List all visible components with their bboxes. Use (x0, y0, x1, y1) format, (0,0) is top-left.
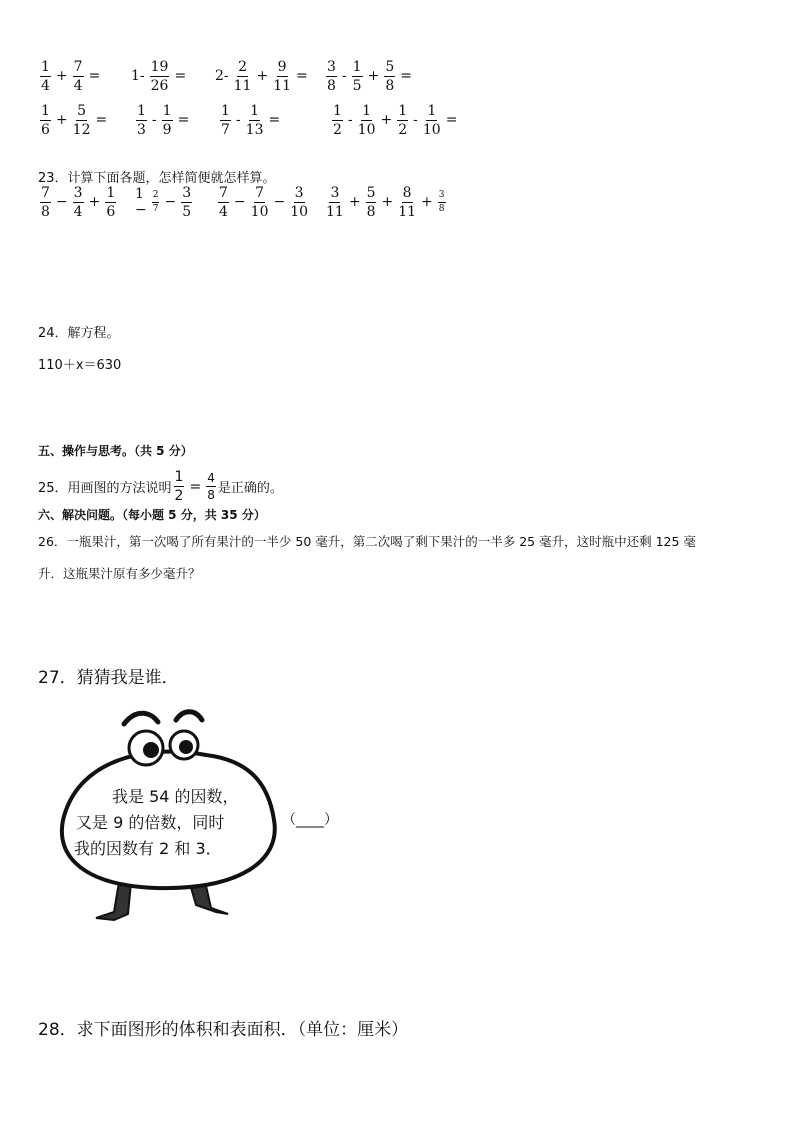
fraction (40, 186, 51, 219)
equation: 110＋x＝630 (38, 358, 122, 373)
row3-expr (132, 186, 194, 219)
numerator: 7 (255, 184, 265, 201)
numerator: 9 (277, 58, 287, 75)
numerator: 1 (162, 102, 172, 119)
fraction (40, 60, 51, 93)
fraction (234, 60, 252, 93)
denominator: 12 (72, 121, 91, 138)
denominator: 4 (73, 77, 83, 94)
numerator: 3 (294, 184, 304, 201)
fraction (384, 60, 395, 93)
denominator: 2 (333, 121, 342, 138)
row2-expr (330, 104, 460, 137)
q25-equals: = (189, 478, 202, 495)
operator: + (421, 194, 433, 210)
denominator: 10 (290, 203, 309, 220)
fraction (326, 60, 337, 93)
denominator: 9 (162, 121, 172, 138)
operator: − (233, 194, 246, 210)
numerator: 1 (137, 102, 146, 119)
numerator: 1 (427, 102, 437, 119)
numerator: 4 (207, 471, 215, 485)
denominator: 10 (250, 203, 269, 220)
denominator: 8 (366, 203, 376, 220)
question-24: 24．解方程。 (38, 326, 120, 341)
denominator: 7 (221, 121, 230, 138)
operator: + (55, 68, 68, 84)
operator: + (381, 194, 394, 210)
denominator: 6 (41, 121, 50, 138)
denominator: 10 (422, 121, 441, 138)
section-5-heading: 五、操作与思考。（共 5 分） (38, 444, 193, 458)
fraction (326, 186, 344, 219)
row3-expr (216, 186, 310, 219)
q25-fraction-right (206, 472, 216, 501)
fraction (218, 186, 229, 219)
fraction (398, 186, 416, 219)
fraction (152, 191, 160, 214)
operator: = (268, 112, 281, 128)
fraction (73, 104, 91, 137)
question-28: 28．求下面图形的体积和表面积．（单位：厘米） (38, 1020, 409, 1040)
denominator: 2 (174, 488, 184, 504)
fraction (366, 186, 377, 219)
question-26-line2: 升．这瓶果汁原有多少毫升？ (38, 566, 201, 581)
denominator: 2 (398, 121, 408, 138)
row2-expr (38, 104, 110, 137)
row1-expr (212, 60, 311, 93)
denominator: 4 (73, 203, 83, 220)
question-27: 27．猜猜我是谁． (38, 668, 179, 688)
operator: = (177, 112, 190, 128)
fraction (162, 104, 173, 137)
operator: = (296, 68, 308, 84)
denominator: 4 (219, 203, 228, 220)
operator: - (341, 68, 347, 84)
numerator: 3 (182, 184, 192, 201)
numerator: 5 (366, 184, 376, 201)
row1-expr (38, 60, 103, 93)
operator: − (164, 194, 177, 210)
question-23: 23．计算下面各题，怎样简便就怎样算。 (38, 171, 276, 186)
denominator: 5 (352, 77, 362, 94)
fraction (220, 104, 231, 137)
bubble-line-2: 又是 9 的倍数，同时 (76, 813, 225, 832)
section-6-heading: 六、解决问题。（每小题 5 分，共 35 分） (38, 508, 266, 522)
operator: = (445, 112, 458, 128)
denominator: 11 (233, 77, 252, 94)
row3-expr (324, 186, 448, 219)
operator: 1 − (135, 186, 147, 218)
row2-expr (134, 104, 192, 137)
q25-suffix: 是正确的。 (217, 481, 283, 496)
fraction (136, 104, 147, 137)
row3-expr (38, 186, 118, 219)
numerator: 19 (150, 58, 169, 75)
denominator: 8 (385, 77, 395, 94)
question-25 (38, 470, 283, 503)
fraction (150, 60, 170, 93)
numerator: 1 (250, 102, 260, 119)
operator: - (235, 112, 241, 128)
fraction (181, 186, 192, 219)
operator: + (256, 68, 269, 84)
fraction (273, 60, 291, 93)
operator: - (151, 112, 157, 128)
q25-prefix: 25．用画图的方法说明 (38, 481, 172, 496)
operator: + (55, 112, 68, 128)
fraction (251, 186, 269, 219)
denominator: 26 (150, 77, 169, 94)
numerator: 8 (402, 184, 412, 201)
answer-blank[interactable]: （____） (282, 812, 338, 828)
operator: − (55, 194, 68, 210)
fraction (352, 60, 363, 93)
numerator: 3 (438, 191, 446, 203)
numerator: 7 (73, 58, 83, 75)
numerator: 1 (352, 58, 362, 75)
operator: = (174, 68, 187, 84)
operator: + (88, 194, 101, 210)
numerator: 1 (221, 102, 230, 119)
numerator: 2 (238, 58, 248, 75)
speech-bubble-text (70, 784, 239, 862)
denominator: 8 (438, 203, 445, 214)
operator: - (413, 112, 418, 128)
question-26-line1: 26．一瓶果汁，第一次喝了所有果汁的一半少 50 毫升，第二次喝了剩下果汁的一半多 25 毫升，这时瓶中还剩 125 毫 (38, 534, 696, 549)
fraction (358, 104, 376, 137)
fraction (397, 104, 408, 137)
fraction (423, 104, 441, 137)
fraction (73, 60, 84, 93)
denominator: 8 (41, 203, 50, 220)
numerator: 5 (385, 58, 395, 75)
numerator: 3 (327, 58, 336, 75)
numerator: 1 (41, 58, 50, 75)
fraction (332, 104, 343, 137)
operator: = (88, 68, 101, 84)
numerator: 7 (41, 184, 50, 201)
operator: - (347, 112, 353, 128)
fraction (438, 191, 446, 214)
fraction (246, 104, 264, 137)
denominator: 13 (245, 121, 264, 138)
row1-expr (324, 60, 415, 93)
denominator: 8 (207, 488, 215, 502)
numerator: 1 (333, 102, 342, 119)
denominator: 6 (106, 203, 116, 220)
denominator: 3 (137, 121, 146, 138)
operator: + (367, 68, 380, 84)
denominator: 7 (152, 203, 159, 214)
denominator: 5 (182, 203, 192, 220)
fraction (40, 104, 51, 137)
numerator: 1 (106, 184, 116, 201)
numerator: 1 (41, 102, 50, 119)
row1-expr (128, 60, 189, 93)
operator: = (95, 112, 108, 128)
fraction (73, 186, 84, 219)
denominator: 4 (41, 77, 50, 94)
numerator: 5 (77, 102, 87, 119)
numerator: 3 (330, 184, 340, 201)
numerator: 1 (362, 102, 372, 119)
denominator: 11 (398, 203, 417, 220)
denominator: 10 (357, 121, 376, 138)
numerator: 2 (152, 191, 160, 203)
operator: 1- (131, 68, 145, 84)
operator: + (380, 112, 393, 128)
numerator: 7 (219, 184, 228, 201)
operator: = (400, 68, 412, 84)
numerator: 3 (73, 184, 83, 201)
numerator: 1 (398, 102, 408, 119)
fraction (290, 186, 308, 219)
q25-fraction-left (174, 470, 185, 503)
operator: − (273, 194, 286, 210)
denominator: 8 (327, 77, 336, 94)
denominator: 11 (326, 203, 344, 220)
denominator: 11 (273, 77, 292, 94)
bubble-line-3: 我的因数有 2 和 3． (74, 839, 222, 858)
operator: 2- (215, 68, 229, 84)
bubble-line-1: 我是 54 的因数， (112, 787, 239, 806)
numerator: 1 (174, 469, 184, 485)
operator: + (348, 194, 361, 210)
row2-expr (218, 104, 283, 137)
fraction (105, 186, 116, 219)
